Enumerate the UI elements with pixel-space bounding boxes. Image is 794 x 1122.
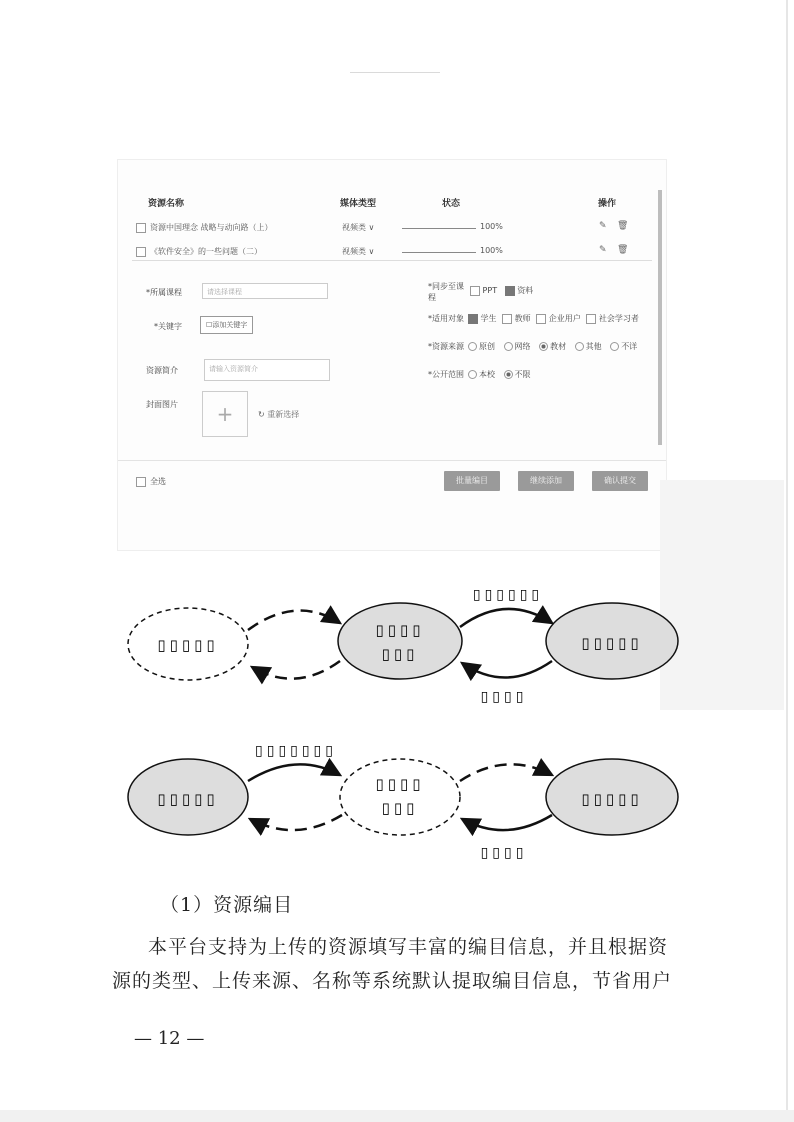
sync-label: *同步至课程 bbox=[428, 282, 464, 302]
reselect-link[interactable] bbox=[258, 409, 299, 420]
source-label: *资源来源 bbox=[428, 342, 464, 351]
column-header-status: 状态 bbox=[442, 199, 461, 209]
audience-options bbox=[468, 313, 639, 324]
source-options bbox=[462, 341, 637, 352]
paragraph-line-2: 源的类型、上传来源、名称等系统默认提取编目信息，节省用户 bbox=[112, 970, 673, 992]
source-option: 网络 bbox=[514, 342, 531, 351]
intro-textarea[interactable]: 请输入资源简介 bbox=[204, 359, 330, 381]
page-edge bbox=[786, 0, 788, 1122]
page-bottom-strip bbox=[0, 1110, 794, 1122]
audience-checkbox[interactable] bbox=[536, 314, 546, 324]
source-radio[interactable] bbox=[468, 342, 477, 351]
source-radio[interactable] bbox=[575, 342, 584, 351]
audience-option: 企业用户 bbox=[548, 314, 581, 323]
scope-option: 不限 bbox=[514, 370, 531, 379]
refresh-icon: ↻ bbox=[258, 410, 268, 419]
course-input[interactable]: 请选择课程 bbox=[202, 283, 328, 299]
select-all-checkbox[interactable] bbox=[136, 477, 146, 487]
edit-icon[interactable]: ✎ bbox=[599, 245, 607, 255]
scope-radio[interactable] bbox=[504, 370, 513, 379]
media-type-select[interactable]: 视频类 ∨ bbox=[342, 223, 375, 232]
top-middle-node-label-2: ▯▯▯ bbox=[381, 645, 419, 663]
bottom-arrow-back-1 bbox=[250, 815, 342, 830]
scope-options bbox=[462, 369, 531, 380]
page-number: — 12 — bbox=[134, 1028, 205, 1049]
top-arrow-forward-2 bbox=[460, 609, 552, 627]
column-header-actions: 操作 bbox=[598, 199, 617, 209]
top-upper-edge-label: ▯▯▯▯▯▯ bbox=[472, 587, 544, 603]
sync-material-text: 资料 bbox=[517, 286, 534, 295]
section-heading: （1）资源编目 bbox=[160, 894, 294, 916]
add-keyword-button[interactable]: ☐添加关键字 bbox=[200, 316, 253, 334]
bottom-middle-node-label-2: ▯▯▯ bbox=[381, 799, 419, 817]
column-header-type: 媒体类型 bbox=[340, 199, 377, 209]
bottom-arrow-forward-1 bbox=[248, 764, 340, 781]
source-radio[interactable] bbox=[504, 342, 513, 351]
top-lower-edge-label: ▯▯▯▯ bbox=[480, 689, 528, 705]
footer-bar bbox=[118, 460, 666, 501]
scope-option: 本校 bbox=[479, 370, 495, 379]
paragraph-line-1: 本平台支持为上传的资源填写丰富的编目信息，并且根据资 bbox=[148, 936, 669, 958]
flow-diagrams bbox=[0, 575, 794, 875]
scope-label: *公开范围 bbox=[428, 370, 464, 379]
bottom-left-node-label: ▯▯▯▯▯ bbox=[157, 790, 219, 808]
delete-icon[interactable]: 🗑 bbox=[617, 245, 629, 255]
audience-option: 社会学习者 bbox=[598, 314, 639, 323]
sync-material-checkbox[interactable] bbox=[505, 286, 515, 296]
column-header-name: 资源名称 bbox=[148, 199, 185, 209]
top-middle-node-label-1: ▯▯▯▯ bbox=[375, 621, 425, 639]
top-arrow-back-2 bbox=[462, 661, 552, 678]
row-checkbox[interactable] bbox=[136, 223, 146, 233]
sync-options bbox=[470, 285, 533, 296]
cover-label: 封面图片 bbox=[146, 400, 178, 409]
header-mark bbox=[350, 72, 440, 79]
top-middle-node bbox=[338, 603, 462, 679]
source-option: 原创 bbox=[479, 342, 495, 351]
progress-value: 100% bbox=[480, 246, 503, 255]
bottom-lower-edge-label: ▯▯▯▯ bbox=[480, 845, 528, 861]
edit-icon[interactable]: ✎ bbox=[599, 221, 607, 231]
continue-add-button[interactable]: 继续添加 bbox=[518, 471, 574, 491]
bottom-middle-node bbox=[340, 759, 460, 835]
confirm-submit-button[interactable]: 确认提交 bbox=[592, 471, 648, 491]
resource-name: 《软件安全》的一些问题（二） bbox=[150, 247, 262, 256]
top-arrow-forward-1 bbox=[248, 611, 340, 630]
intro-label: 资源简介 bbox=[146, 366, 178, 375]
cover-upload[interactable]: + bbox=[202, 391, 248, 437]
source-radio[interactable] bbox=[539, 342, 548, 351]
select-all-label: 全选 bbox=[150, 477, 166, 486]
bottom-arrow-forward-2 bbox=[460, 764, 552, 781]
bottom-right-node-label: ▯▯▯▯▯ bbox=[581, 790, 643, 808]
scrollbar[interactable] bbox=[658, 190, 662, 445]
media-type-select[interactable]: 视频类 ∨ bbox=[342, 247, 375, 256]
source-option: 其他 bbox=[585, 342, 602, 351]
delete-icon[interactable]: 🗑 bbox=[617, 221, 629, 231]
reselect-text: 重新选择 bbox=[267, 410, 300, 419]
resource-name: 资源中国理念 战略与动向路（上） bbox=[150, 223, 273, 232]
ui-screenshot bbox=[118, 160, 666, 550]
progress-bar bbox=[402, 228, 476, 229]
top-right-node-label: ▯▯▯▯▯ bbox=[581, 634, 643, 652]
audience-checkbox[interactable] bbox=[468, 314, 478, 324]
row-checkbox[interactable] bbox=[136, 247, 146, 257]
source-option: 不详 bbox=[621, 342, 638, 351]
top-arrow-back-1 bbox=[252, 661, 340, 679]
sync-ppt-checkbox[interactable] bbox=[470, 286, 480, 296]
progress-value: 100% bbox=[480, 222, 503, 231]
top-left-node-label: ▯▯▯▯▯ bbox=[157, 636, 219, 654]
source-option: 教材 bbox=[550, 342, 567, 351]
batch-edit-button[interactable]: 批量编目 bbox=[444, 471, 500, 491]
bottom-arrow-back-2 bbox=[462, 815, 552, 830]
audience-label: *适用对象 bbox=[428, 314, 464, 323]
keyword-label: *关键字 bbox=[154, 322, 182, 331]
scope-radio[interactable] bbox=[468, 370, 477, 379]
course-label: *所属课程 bbox=[146, 288, 182, 297]
audience-option: 学生 bbox=[480, 314, 497, 323]
sync-ppt-text: PPT bbox=[482, 286, 498, 295]
audience-checkbox[interactable] bbox=[502, 314, 512, 324]
bottom-upper-edge-label: ▯▯▯▯▯▯▯ bbox=[255, 743, 337, 759]
source-radio[interactable] bbox=[610, 342, 619, 351]
bottom-middle-node-label-1: ▯▯▯▯ bbox=[375, 775, 425, 793]
progress-bar bbox=[402, 252, 476, 253]
table-row bbox=[132, 220, 642, 236]
catalog-form bbox=[132, 260, 652, 456]
audience-checkbox[interactable] bbox=[586, 314, 596, 324]
table-row bbox=[132, 244, 642, 260]
audience-option: 教师 bbox=[514, 314, 531, 323]
